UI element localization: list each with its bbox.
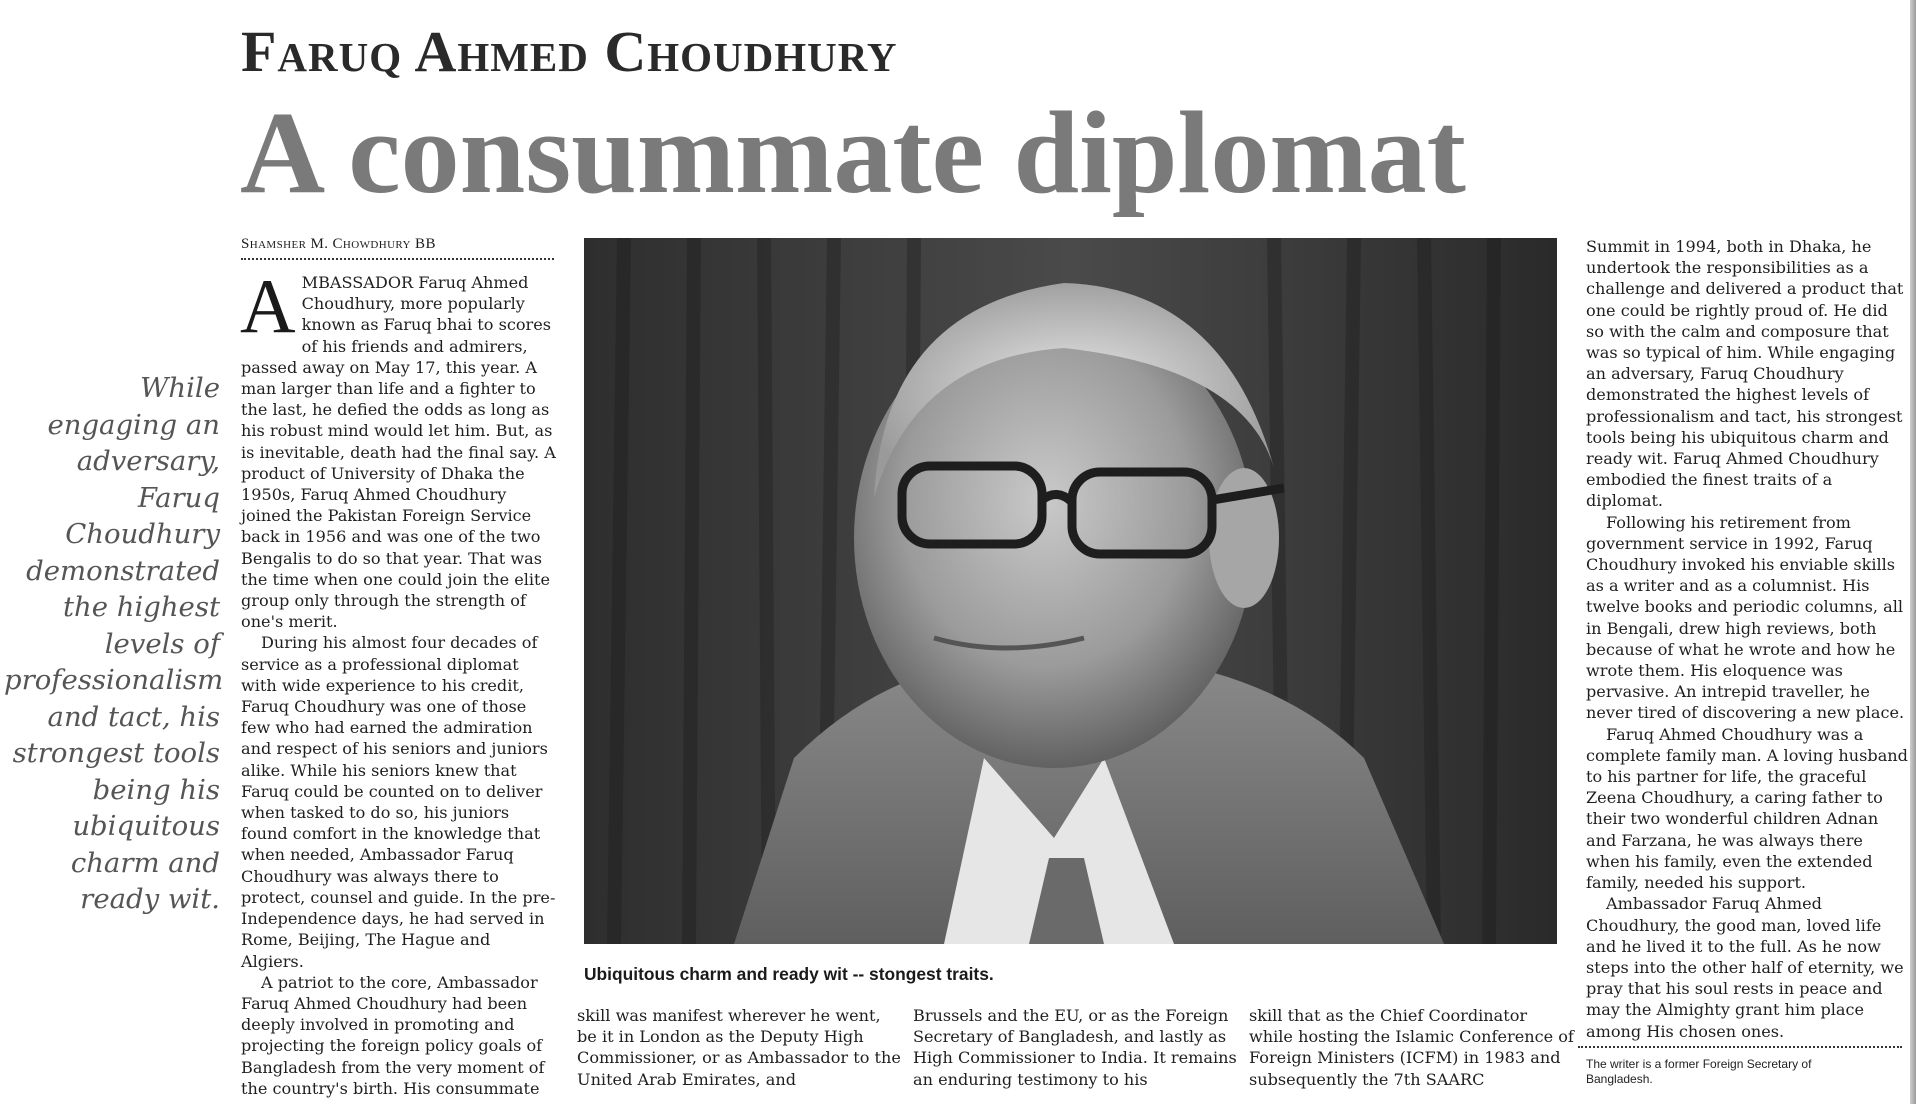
- paragraph-10: Ambassador Faruq Ahmed Choudhury, the good man, loved life and he lived it to the full. As he now steps into the other half of eternity, we pray that his soul rests in peace and may the Almighty grant him place among His chosen ones.: [1586, 894, 1904, 1041]
- article-column-2: [577, 1005, 902, 1090]
- paragraph-5: Brussels and the EU, or as the Foreign Secretary of Bangladesh, and lastly as High Commissioner to India. It remains an enduring testimony to his: [913, 1006, 1237, 1089]
- paragraph-9: Faruq Ahmed Choudhury was a complete family man. A loving husband to his partner for life, the graceful Zeena Choudhury, a caring father to their two wonderful children Adnan and Farzana, he was always there when his family, even the extended family, needed his support.: [1586, 724, 1908, 893]
- article-column-4: [1249, 1005, 1574, 1090]
- paragraph-3: A patriot to the core, Ambassador Faruq Ahmed Choudhury had been deeply involved in promoting and projecting the foreign policy goals of Bangladesh from the very moment of the country's birth. His consummate: [241, 972, 545, 1098]
- author-footnote: The writer is a former Foreign Secretary of Bangladesh.: [1586, 1057, 1812, 1086]
- paragraph-1: [240, 263, 557, 632]
- photo-caption: Ubiquitous charm and ready wit -- stongest traits.: [584, 964, 994, 984]
- kicker-name: Faruq Ahmed Choudhury: [241, 19, 898, 84]
- paragraph-1-text: MBASSADOR Faruq Ahmed Choudhury, more popularly known as Faruq bhai to scores of his friends and admirers, passed away on May 17, this year. A man larger than life and a fighter to the last, he defied the odds as long as his robust mind would let him. But, as is inevitable, death had the final say. A product of University of Dhaka the 1950s, Faruq Ahmed Choudhury joined the Pakistan Foreign Service back in 1956 and was one of the two Bengalis to do so that year. That was the time when one could join the elite group only through the strength of one's merit.: [241, 273, 556, 632]
- portrait-image: [584, 238, 1557, 944]
- drop-cap: A: [240, 263, 296, 349]
- article-column-right: [1586, 236, 1908, 1042]
- footnote-divider: [1578, 1046, 1902, 1048]
- headline: A consummate diplomat: [240, 87, 1466, 218]
- paragraph-2: During his almost four decades of service as a professional diplomat with wide experience to his credit, Faruq Choudhury was one of those few who had earned the admiration and respect of his seniors and juniors alike. While his seniors knew that Faruq could be counted on to deliver when tasked to do so, his juniors found comfort in the knowledge that when needed, Ambassador Faruq Choudhury was always there to protect, counsel and guide. In the pre-Independence days, he had served in Rome, Beijing, The Hague and Algiers.: [241, 633, 556, 971]
- page-edge: [1910, 0, 1916, 1104]
- article-column-1: [240, 263, 557, 1099]
- portrait-photo: [584, 238, 1557, 944]
- pull-quote: While engaging an adversary, Faruq Choudhury demonstrated the highest levels of professionalism and tact, his strongest tools being his ubiquitous charm and ready wit.: [4, 372, 224, 915]
- byline: Shamsher M. Chowdhury BB: [241, 236, 554, 260]
- paragraph-7: Summit in 1994, both in Dhaka, he undertook the responsibilities as a challenge and delivered a product that one could be rightly proud of. He did so with the calm and composure that was so typical of him. While engaging an adversary, Faruq Choudhury demonstrated the highest levels of professionalism and tact, his strongest tools being his ubiquitous charm and ready wit. Faruq Ahmed Choudhury embodied the finest traits of a diplomat.: [1586, 237, 1904, 511]
- paragraph-4: skill was manifest wherever he went, be it in London as the Deputy High Commissioner, or as Ambassador to the United Arab Emirates, and: [577, 1006, 901, 1089]
- article-column-3: [913, 1005, 1238, 1090]
- paragraph-8: Following his retirement from government service in 1992, Faruq Choudhury invoked his enviable skills as a writer and as a columnist. His twelve books and periodic columns, all in Bengali, drew high reviews, both because of what he wrote and how he wrote them. His eloquence was pervasive. An intrepid traveller, he never tired of discovering a new place.: [1586, 512, 1905, 723]
- paragraph-6: skill that as the Chief Coordinator while hosting the Islamic Conference of Foreign Ministers (ICFM) in 1983 and subsequently the 7th SAARC: [1249, 1006, 1574, 1089]
